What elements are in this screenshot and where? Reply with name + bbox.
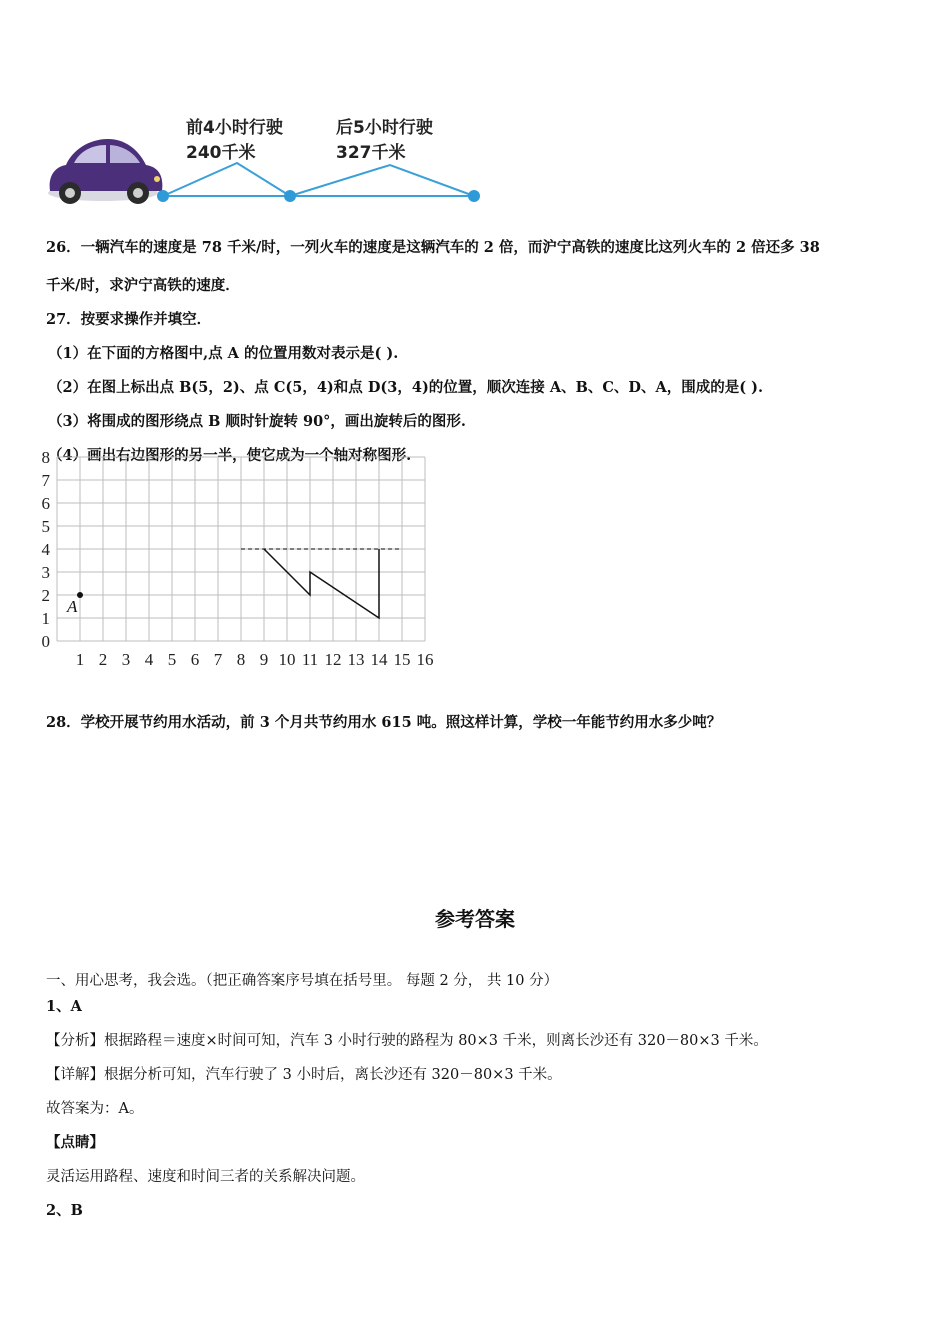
car-distance-figure [40, 105, 500, 220]
y-tick-label: 0 [41, 632, 50, 651]
x-tick-label: 11 [301, 650, 319, 669]
route-dot-start [157, 190, 169, 202]
answer-1-tip-label: 【点睛】 [46, 1134, 104, 1151]
q27-sub3: （3）将围成的图形绕点 B 顺时针旋转 90°，画出旋转后的图形. [48, 413, 466, 430]
answer-1-tip: 灵活运用路程、速度和时间三者的关系解决问题。 [46, 1169, 365, 1185]
segment1-label-line1: 前4小时行驶 [186, 118, 283, 138]
x-tick-label: 14 [370, 650, 388, 669]
answer-1-analysis: 【分析】根据路程＝速度×时间可知，汽车 3 小时行驶的路程为 80×3 千米，则离长沙还有 320－80×3 千米。 [46, 1033, 768, 1049]
half-figure-shape [264, 549, 379, 618]
q27-sub2: （2）在图上标出点 B(5，2)、点 C(5，4)和点 D(3，4)的位置，顺次连接 A、B、C、D、A，围成的是( ). [48, 379, 764, 396]
x-tick-label: 6 [190, 650, 200, 669]
answers-heading: 参考答案 [435, 907, 515, 931]
x-tick-label: 2 [98, 650, 108, 669]
x-tick-label: 13 [347, 650, 365, 669]
q26-line1: 26．一辆汽车的速度是 78 千米/时，一列火车的速度是这辆汽车的 2 倍，而沪宁高铁的速度比这列火车的 2 倍还多 38 [46, 239, 820, 256]
y-tick-label: 1 [41, 609, 50, 628]
x-tick-label: 3 [121, 650, 131, 669]
route-bracket-1 [163, 163, 290, 196]
x-tick-label: 16 [416, 650, 434, 669]
x-tick-label: 4 [144, 650, 154, 669]
x-tick-label: 15 [393, 650, 411, 669]
q27-sub4: （4）画出右边图形的另一半，使它成为一个轴对称图形. [48, 447, 412, 464]
x-tick-label: 5 [167, 650, 177, 669]
segment2-label-line1: 后5小时行驶 [336, 118, 433, 138]
x-tick-label: 1 [75, 650, 85, 669]
answer-1-label: 1、A [46, 998, 82, 1015]
answer-1-detail: 【详解】根据分析可知，汽车行驶了 3 小时后，离长沙还有 320－80×3 千米。 [46, 1067, 562, 1083]
x-tick-label: 7 [213, 650, 223, 669]
point-a-dot [77, 592, 83, 598]
y-tick-label: 2 [41, 586, 50, 605]
route-dot-end [468, 190, 480, 202]
q27-title: 27．按要求操作并填空． [46, 311, 212, 328]
q28-text: 28．学校开展节约用水活动，前 3 个月共节约用水 615 吨。照这样计算，学校一年能节约用水多少吨？ [46, 714, 722, 731]
route-dot-mid [284, 190, 296, 202]
x-tick-label: 8 [236, 650, 246, 669]
y-tick-label: 8 [41, 448, 50, 467]
answers-section-header: 一、用心思考，我会选。（把正确答案序号填在括号里。 每题 2 分， 共 10 分） [46, 973, 559, 989]
answer-1-conclusion: 故答案为：A。 [46, 1101, 144, 1117]
segment2-label-line2: 327千米 [336, 143, 406, 163]
x-tick-label: 9 [259, 650, 269, 669]
y-tick-label: 5 [41, 517, 50, 536]
route-bracket-2 [290, 165, 474, 196]
x-tick-label: 12 [324, 650, 342, 669]
y-tick-label: 3 [41, 563, 50, 582]
y-tick-label: 6 [41, 494, 50, 513]
q27-sub1: （1）在下面的方格图中,点 A 的位置用数对表示是( ). [48, 345, 399, 362]
y-tick-label: 7 [41, 471, 50, 490]
point-a-label: A [67, 597, 78, 616]
y-tick-label: 4 [41, 540, 50, 559]
segment1-label-line2: 240千米 [186, 143, 256, 163]
answer-2-label: 2、B [46, 1202, 83, 1219]
x-tick-label: 10 [278, 650, 296, 669]
car-icon [48, 139, 162, 204]
q26-line2: 千米/时，求沪宁高铁的速度． [46, 277, 240, 294]
